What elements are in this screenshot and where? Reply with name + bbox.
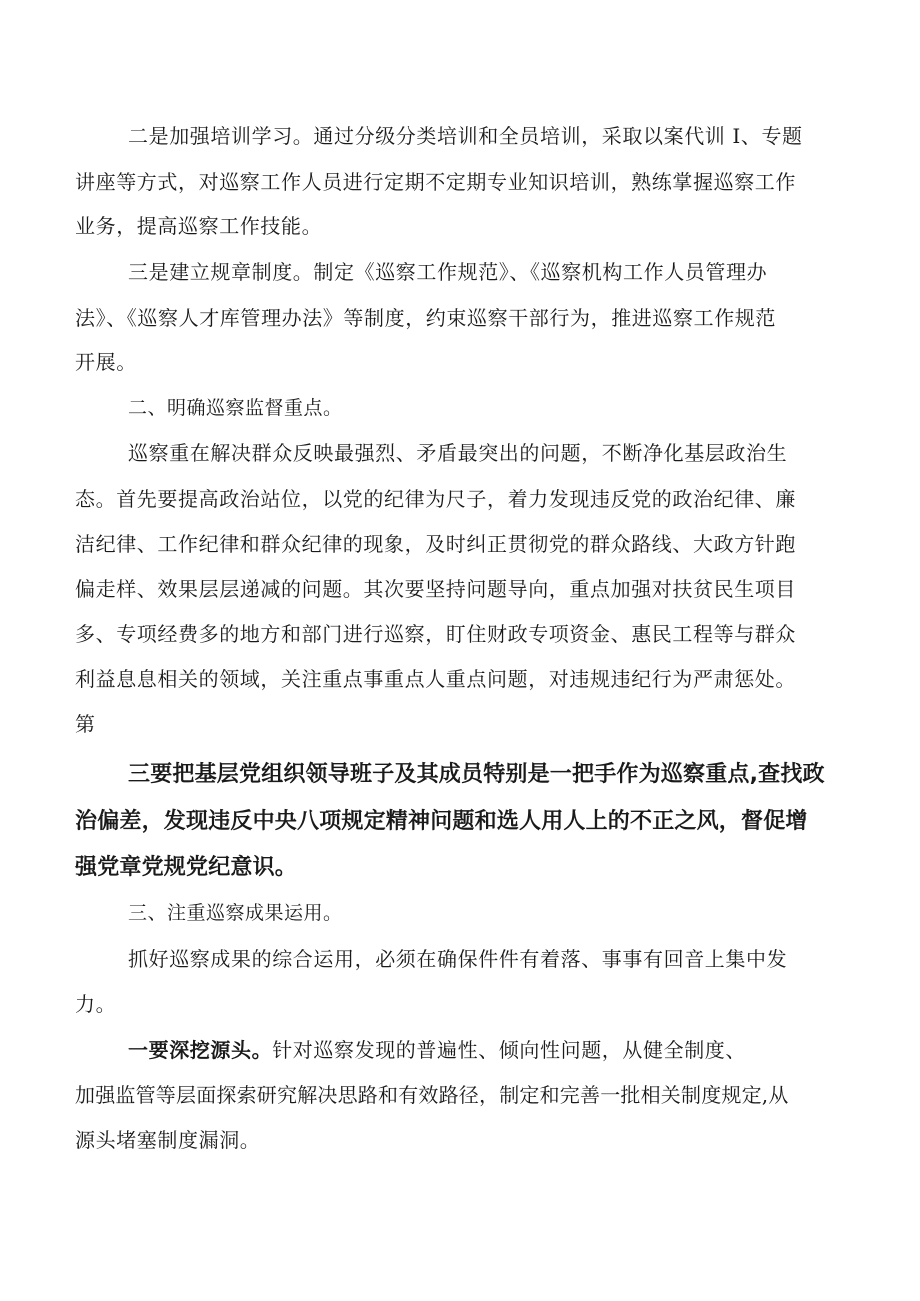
- p1-line-3: 业务，提高巡察工作技能。: [75, 214, 323, 238]
- p3-line-3: 洁纪律、工作纪律和群众纪律的现象，及时纠正贯彻党的群众路线、大政方针跑: [75, 532, 796, 556]
- p3-line-5: 多、专项经费多的地方和部门进行巡察，盯住财政专项资金、惠民工程等与群众: [75, 622, 796, 646]
- p3-line-7: 第: [75, 712, 96, 736]
- p2-line-1: 三是建立规章制度。制定《巡察工作规范》、《巡察机构工作人员管理办: [128, 260, 768, 284]
- section-heading-3: 三、注重巡察成果运用。: [128, 902, 343, 924]
- section-heading-2: 二、明确巡察监督重点。: [128, 397, 343, 419]
- p4-line-3: 强党章党规党纪意识。: [75, 855, 298, 880]
- p5-line-1: 抓好巡察成果的综合运用，必须在确保件件有着落、事事有回音上集中发: [128, 947, 788, 971]
- p5-line-2: 力。: [75, 992, 117, 1016]
- p6-line-2: 加强监管等层面探索研究解决思路和有效路径，制定和完善一批相关制度规定,从: [75, 1083, 789, 1107]
- p3-line-1: 巡察重在解决群众反映最强烈、矛盾最突出的问题，不断净化基层政治生: [128, 441, 788, 465]
- p6-line-1: [128, 1037, 746, 1063]
- p2-line-3: 开展。: [75, 350, 137, 374]
- p3-line-4: 偏走样、效果层层递减的问题。其次要坚持问题导向，重点加强对扶贫民生项目: [75, 577, 796, 601]
- p3-line-6: 利益息息相关的领域，关注重点事重点人重点问题，对违规违纪行为严肃惩处。: [75, 667, 796, 691]
- p3-line-2: 态。首先要提高政治站位，以党的纪律为尺子，着力发现违反党的政治纪律、廉: [75, 487, 796, 511]
- p1-line-2: 讲座等方式，对巡察工作人员进行定期不定期专业知识培训，熟练掌握巡察工作: [75, 170, 796, 194]
- p6-lead: 一要深挖源头。: [128, 1038, 273, 1062]
- p4-line-1: 三要把基层党组织领导班子及其成员特别是一把手作为巡察重点,查找政: [128, 762, 825, 787]
- p6-line-3: 源头堵塞制度漏洞。: [75, 1128, 261, 1152]
- p4-line-2: 治偏差，发现违反中央八项规定精神问题和选人用人上的不正之风，督促增: [75, 809, 808, 834]
- p2-line-2: 法》、《巡察人才库管理办法》等制度，约束巡察干部行为，推进巡察工作规范: [75, 306, 776, 330]
- p6-line-1-rest: 针对巡察发现的普遍性、倾向性问题，从健全制度、: [272, 1038, 747, 1062]
- p1-line-1: 二是加强培训学习。通过分级分类培训和全员培训，采取以案代训 I、专题: [128, 124, 803, 148]
